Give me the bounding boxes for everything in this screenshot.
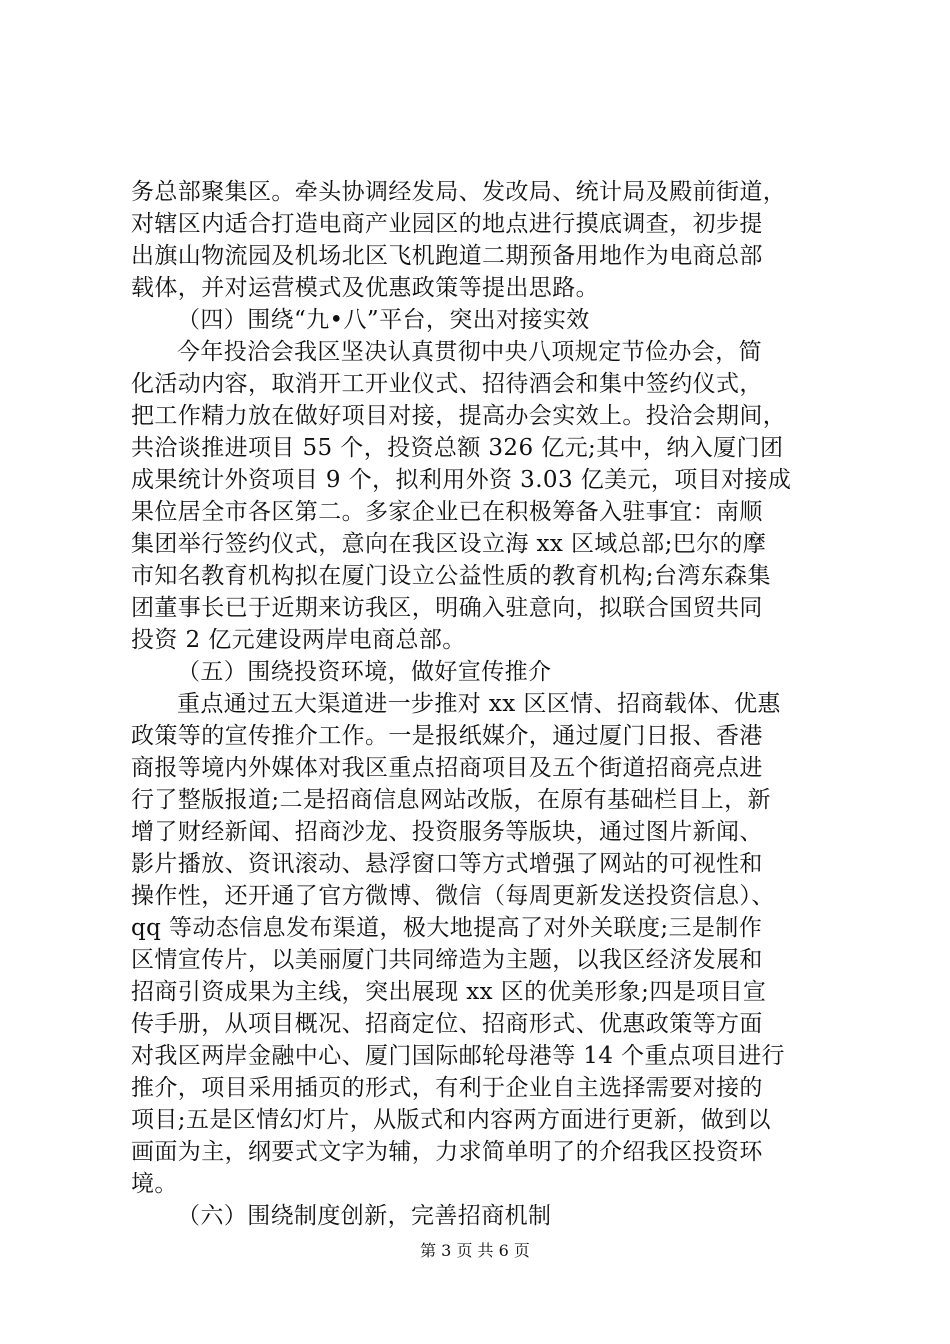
page-number-footer: 第 3 页 共 6 页 [420,1241,530,1260]
paragraph-line: 推介，项目采用插页的形式，有利于企业自主选择需要对接的 [131,1075,763,1101]
paragraph-line: 今年投洽会我区坚决认真贯彻中央八项规定节俭办会，简 [177,339,762,365]
paragraph-line: 招商引资成果为主线，突出展现 xx 区的优美形象;四是项目宣 [131,979,767,1005]
paragraph-line: 传手册，从项目概况、招商定位、招商形式、优惠政策等方面 [131,1011,763,1037]
paragraph-line: 项目;五是区情幻灯片，从版式和内容两方面进行更新，做到以 [131,1107,771,1133]
paragraph-line: 投资 2 亿元建设两岸电商总部。 [131,627,466,653]
paragraph-line: 市知名教育机构拟在厦门设立公益性质的教育机构;台湾东森集 [131,563,771,589]
paragraph-line: 把工作精力放在做好项目对接，提高办会实效上。投洽会期间， [131,403,787,429]
paragraph-line: 务总部聚集区。牵头协调经发局、发改局、统计局及殿前街道， [131,179,787,205]
paragraph-line: 果位居全市各区第二。多家企业已在积极筹备入驻事宜：南顺 [131,499,763,525]
paragraph-line: 集团举行签约仪式，意向在我区设立海 xx 区域总部;巴尔的摩 [131,531,767,557]
paragraph-line: 政策等的宣传推介工作。一是报纸媒介，通过厦门日报、香港 [131,723,763,749]
document-body [131,176,831,1232]
paragraph-line: 重点通过五大渠道进一步推对 xx 区区情、招商载体、优惠 [177,691,781,717]
paragraph-line: 共洽谈推进项目 55 个，投资总额 326 亿元;其中，纳入厦门团 [131,435,784,461]
paragraph-line: 化活动内容，取消开工开业仪式、招待酒会和集中签约仪式， [131,371,763,397]
section-heading-4: （四）围绕“九•八”平台，突出对接实效 [177,307,590,333]
paragraph-line: 对我区两岸金融中心、厦门国际邮轮母港等 14 个重点项目进行 [131,1043,785,1069]
paragraph-line: 增了财经新闻、招商沙龙、投资服务等版块，通过图片新闻、 [131,819,763,845]
paragraph-line: 出旗山物流园及机场北区飞机跑道二期预备用地作为电商总部 [131,243,763,269]
paragraph-line: 画面为主，纲要式文字为辅，力求简单明了的介绍我区投资环 [131,1139,763,1165]
section-heading-6: （六）围绕制度创新，完善招商机制 [177,1203,552,1229]
section-heading-5: （五）围绕投资环境，做好宣传推介 [177,659,552,685]
paragraph-line: qq 等动态信息发布渠道，极大地提高了对外关联度;三是制作 [131,915,763,941]
paragraph-line: 操作性，还开通了官方微博、微信（每周更新发送投资信息）、 [131,883,775,909]
paragraph-line: 成果统计外资项目 9 个，拟利用外资 3.03 亿美元，项目对接成 [131,467,792,493]
paragraph-line: 影片播放、资讯滚动、悬浮窗口等方式增强了网站的可视性和 [131,851,763,877]
paragraph-line: 区情宣传片，以美丽厦门共同缔造为主题，以我区经济发展和 [131,947,763,973]
paragraph-line: 载体，并对运营模式及优惠政策等提出思路。 [131,275,599,301]
paragraph-line: 团董事长已于近期来访我区，明确入驻意向，拟联合国贸共同 [131,595,763,621]
paragraph-line: 行了整版报道;二是招商信息网站改版，在原有基础栏目上，新 [131,787,771,813]
paragraph-line: 对辖区内适合打造电商产业园区的地点进行摸底调查，初步提 [131,211,763,237]
paragraph-line: 境。 [131,1171,178,1197]
paragraph-line: 商报等境内外媒体对我区重点招商项目及五个街道招商亮点进 [131,755,763,781]
